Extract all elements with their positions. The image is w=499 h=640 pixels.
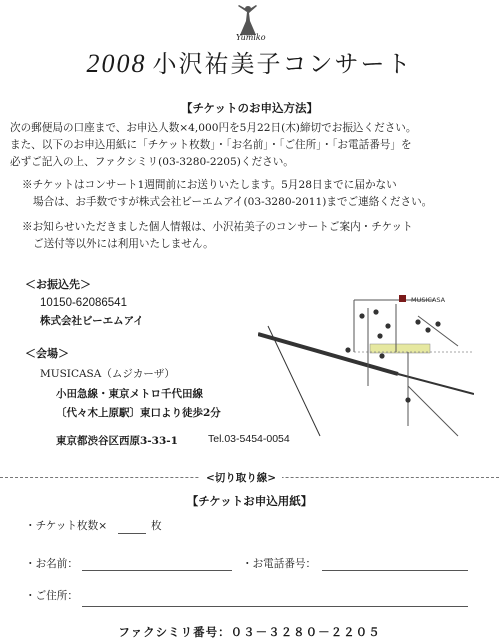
name-field[interactable] [82, 569, 232, 571]
phone-field[interactable] [322, 569, 468, 571]
fax-number: ファクシミリ番号：０３－３２８０－２２０５ [118, 625, 381, 639]
instruction-line-2: また、以下のお申込用紙に「チケット枚数」・「お名前」・「ご住所」・「お電話番号」を [10, 139, 412, 151]
venue-tel: Tel.03-5454-0054 [208, 433, 290, 445]
phone-label: ・お電話番号： [242, 558, 317, 570]
title-text: 小沢祐美子コンサート [152, 50, 413, 78]
tickets-label: ・チケット枚数× [25, 520, 108, 532]
name-label: ・お名前： [25, 558, 78, 570]
venue-lines: 小田急線・東京メトロ千代田線 [56, 388, 203, 400]
tickets-field[interactable] [118, 532, 146, 534]
venue-name: MUSICASA（ムジカーザ） [40, 368, 175, 380]
tickets-unit: 枚 [151, 520, 162, 532]
note-privacy-2: ご送付等以外には利用いたしません。 [33, 238, 214, 250]
address-label: ・ご住所： [25, 590, 78, 602]
note-delivery-2: 場合は、お手数ですが株式会社ビーエムアイ(03-3280-2011)までご連絡ください。 [33, 196, 433, 208]
venue-map [258, 286, 474, 442]
instruction-line-3: 必ずご記入の上、ファクシミリ(03-3280-2205)ください。 [10, 156, 294, 168]
venue-station: 〔代々木上原駅〕東口より徒歩2分 [56, 407, 221, 419]
ticket-method-heading: 【チケットのお申込方法】 [181, 101, 318, 115]
form-heading: 【チケットお申込用紙】 [186, 494, 313, 508]
title-year: 2008 [86, 49, 147, 78]
cut-line-label: <切り取り線> [200, 470, 282, 485]
note-privacy-1: ※お知らせいただきました個人情報は、小沢祐美子のコンサートご案内・チケット [22, 221, 413, 233]
logo-signature: Yumiko [236, 33, 266, 42]
note-delivery-1: ※チケットはコンサート1週間前にお送りいたします。5月28日までに届かない [22, 179, 397, 191]
bank-label: ＜お振込先＞ [25, 278, 91, 291]
venue-label: ＜会場＞ [25, 347, 69, 360]
venue-address: 東京都渋谷区西原3-33-1 [56, 435, 178, 447]
bank-company: 株式会社ビーエムアイ [40, 315, 144, 327]
instruction-line-1: 次の郵便局の口座まで、お申込人数×4,000円を5月22日(木)締切でお振込ください。 [10, 122, 417, 134]
bank-account: 10150-62086541 [40, 297, 127, 309]
address-field[interactable] [82, 605, 468, 607]
page-title [0, 44, 499, 79]
map-venue-label: MUSICASA [411, 296, 446, 304]
